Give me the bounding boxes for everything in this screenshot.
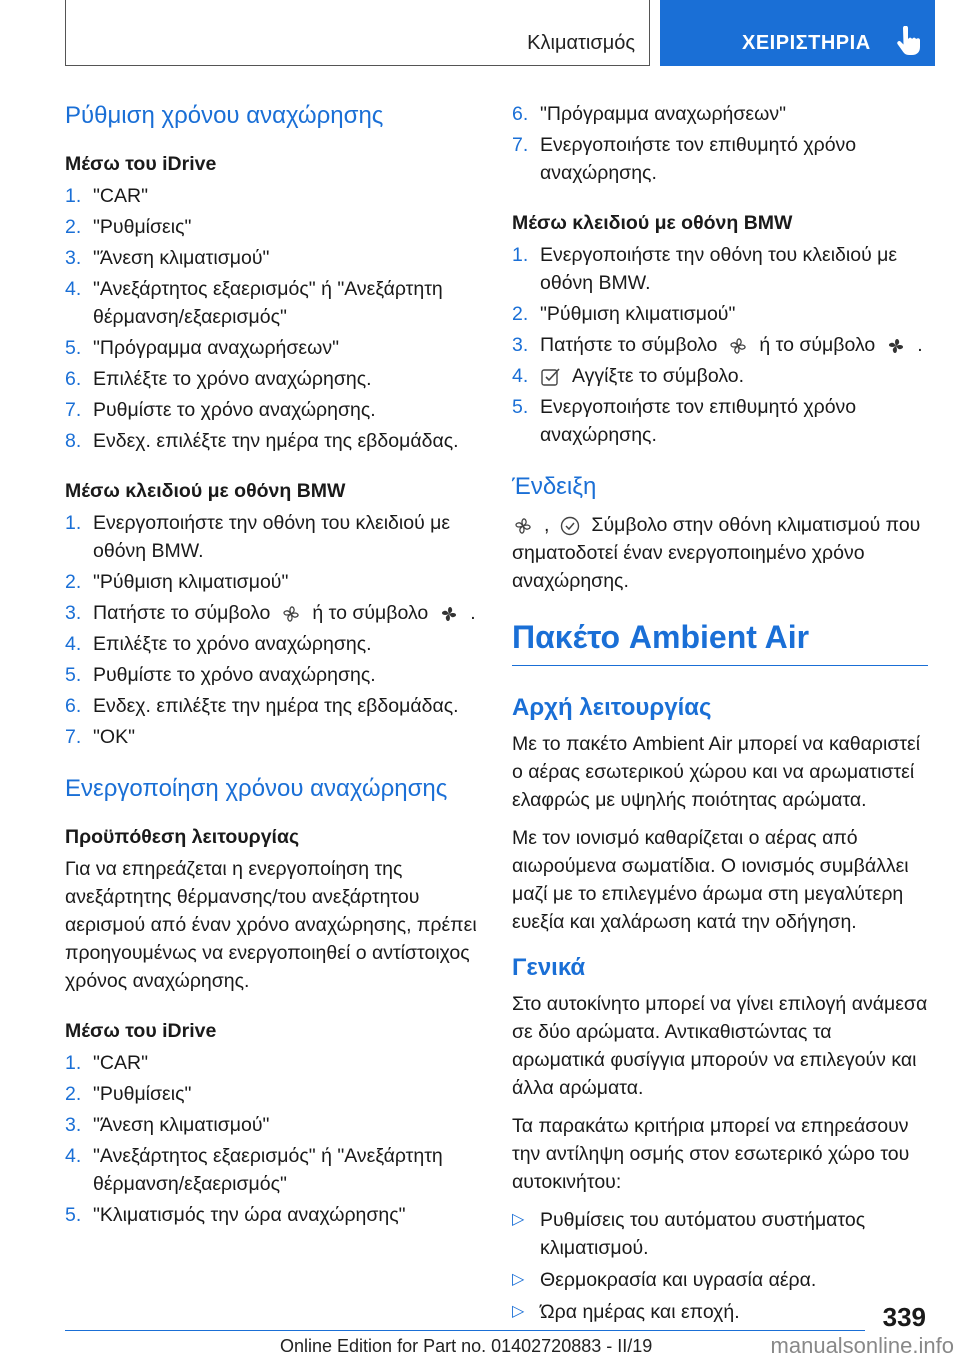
list-item: ▷ Ώρα ημέρας και εποχή. <box>512 1301 740 1323</box>
list-item: 5. "Κλιματισμός την ώρα αναχώρησης" <box>65 1204 406 1226</box>
criteria-list <box>512 1206 928 1326</box>
list-item: 7. Ενεργοποιήστε τον επιθυμητό χρόνο αναχώρησης. <box>512 134 857 184</box>
list-item: 5. "Πρόγραμμα αναχωρήσεων" <box>65 337 340 359</box>
list-item: 8. Ενδεχ. επιλέξτε την ημέρα της εβδομάδας. <box>65 430 459 452</box>
subheading-via-idrive: Μέσω του iDrive <box>65 153 217 175</box>
page-number: 339 <box>882 1302 926 1332</box>
fan-outline-icon <box>512 515 534 537</box>
section-title-indication: Ένδειξη <box>512 473 597 500</box>
chapter-title: Κλιματισμός <box>527 32 635 54</box>
list-item: 2. "Ρύθμιση κλιματισμού" <box>65 571 289 593</box>
list-item: 3. "Άνεση κλιματισμού" <box>65 1114 270 1136</box>
subheading-precondition: Προϋπόθεση λειτουργίας <box>65 826 300 848</box>
subsection-title-general: Γενικά <box>512 954 586 981</box>
subsection-title-principle: Αρχή λειτουργίας <box>512 694 712 721</box>
list-item: 4. "Ανεξάρτητος εξαερισμός" ή "Ανεξάρτητη θέρμανση/εξαερισμός" <box>65 1145 443 1195</box>
fan-filled-icon <box>885 335 907 357</box>
list-item: 3. "Άνεση κλιματισμού" <box>65 247 270 269</box>
list-item: ▷ Θερμοκρασία και υγρασία αέρα. <box>512 1269 817 1291</box>
list-item: 1. "CAR" <box>65 1052 149 1074</box>
left-column <box>65 100 478 1251</box>
list-item: 1. Ενεργοποιήστε την οθόνη του κλειδιού με οθόνη BMW. <box>512 244 898 294</box>
steps-list-display-key <box>65 509 478 751</box>
fan-outline-icon <box>280 603 302 625</box>
list-item: 2. "Ρυθμίσεις" <box>65 216 192 238</box>
watermark: manualsonline.info <box>770 1333 954 1358</box>
list-item: 7. Ρυθμίστε το χρόνο αναχώρησης. <box>65 399 376 421</box>
list-item: 4. "Ανεξάρτητος εξαερισμός" ή "Ανεξάρτητη θέρμανση/εξαερισμός" <box>65 278 443 328</box>
list-item: 5. Ενεργοποιήστε τον επιθυμητό χρόνο αναχώρησης. <box>512 396 857 446</box>
paragraph-general-2: Τα παρακάτω κριτήρια μπορεί να επηρεάσουν την αντίληψη οσμής στον εσωτερικό χώρο του αυτοκινήτου: <box>512 1115 910 1193</box>
steps-list-activate <box>65 1049 478 1229</box>
list-item: 4. Επιλέξτε το χρόνο αναχώρησης. <box>65 633 372 655</box>
list-item: 1. Ενεργοποιήστε την οθόνη του κλειδιού με οθόνη BMW. <box>65 512 451 562</box>
paragraph-indication: , Σύμβολο στην οθόνη κλιματισμού που σηματοδοτεί έναν ενεργοποιημένο χρόνο αναχώρησης. <box>512 514 921 592</box>
chapter-header <box>65 0 650 66</box>
steps-list-display-key-2 <box>512 241 928 449</box>
paragraph-precondition: Για να επηρεάζεται η ενεργοποίηση της ανεξάρτητης θέρμανσης/του ανεξάρτητου αερισμού από έναν χρόνο αναχώρησης, πρέπει προηγουμένως να ενεργοποιηθεί ο αντίστοιχος χρόνος αναχώρησης. <box>65 858 477 992</box>
section-title-ambient-air: Πακέτο Ambient Air <box>512 617 928 666</box>
list-item: 6. Επιλέξτε το χρόνο αναχώρησης. <box>65 368 372 390</box>
paragraph-general-1: Στο αυτοκίνητο μπορεί να γίνει επιλογή ανάμεσα σε δύο αρώματα. Αντικαθιστώντας τα αρωματικά φυσίγγια μπορούν να επιλεγούν και άλλα αρώματα. <box>512 993 928 1099</box>
right-column <box>512 100 928 1336</box>
paragraph-principle-1: Με το πακέτο Ambient Air μπορεί να καθαριστεί ο αέρας εσωτερικού χώρου και να αρωματιστεί ελαφρώς με υψηλής ποιότητας αρώματα. <box>512 733 921 811</box>
subheading-via-display-key-2: Μέσω κλειδιού με οθόνη BMW <box>512 212 793 234</box>
pointing-hand-icon <box>894 26 922 56</box>
list-item: 6. "Πρόγραμμα αναχωρήσεων" <box>512 103 787 125</box>
list-item: 5. Ρυθμίστε το χρόνο αναχώρησης. <box>65 664 376 686</box>
list-item: 4. Αγγίξτε το σύμβολο. <box>512 365 745 387</box>
list-item: ▷ Ρυθμίσεις του αυτόματου συστήματος κλιματισμού. <box>512 1209 866 1259</box>
steps-list-idrive <box>65 182 478 455</box>
list-item: 1. "CAR" <box>65 185 149 207</box>
clock-check-icon <box>559 515 581 537</box>
checkbox-check-icon <box>540 366 562 388</box>
list-item: 2. "Ρύθμιση κλιματισμού" <box>512 303 736 325</box>
list-item: 7. "OK" <box>65 726 136 748</box>
list-item: 3. Πατήστε το σύμβολο ή το σύμβολο . <box>65 602 476 624</box>
paragraph-principle-2: Με τον ιονισμό καθαρίζεται ο αέρας από αιωρούμενα σωματίδια. Ο ιονισμός συμβάλλει μαζί με το επιλεγμένο άρωμα στη μεγαλύτερη ευεξία και χαλάρωση κατά την οδήγηση. <box>512 827 909 933</box>
section-tab <box>660 0 935 66</box>
fan-filled-icon <box>438 603 460 625</box>
fan-outline-icon <box>727 335 749 357</box>
list-item: 3. Πατήστε το σύμβολο ή το σύμβολο . <box>512 334 923 356</box>
steps-list-activate-cont <box>512 100 928 187</box>
footer-divider <box>65 1330 865 1331</box>
section-title-departure-time: Ρύθμιση χρόνου αναχώρησης <box>65 102 384 129</box>
subheading-via-idrive-2: Μέσω του iDrive <box>65 1020 217 1042</box>
section-tab-label: ΧΕΙΡΙΣΤΗΡΙΑ <box>742 32 871 54</box>
list-item: 2. "Ρυθμίσεις" <box>65 1083 192 1105</box>
section-title-activate-departure: Ενεργοποίηση χρόνου αναχώρησης <box>65 775 448 802</box>
list-item: 6. Ενδεχ. επιλέξτε την ημέρα της εβδομάδας. <box>65 695 459 717</box>
footer-edition: Online Edition for Part no. 01402720883 - II/19 <box>280 1336 653 1356</box>
subheading-via-display-key: Μέσω κλειδιού με οθόνη BMW <box>65 480 346 502</box>
